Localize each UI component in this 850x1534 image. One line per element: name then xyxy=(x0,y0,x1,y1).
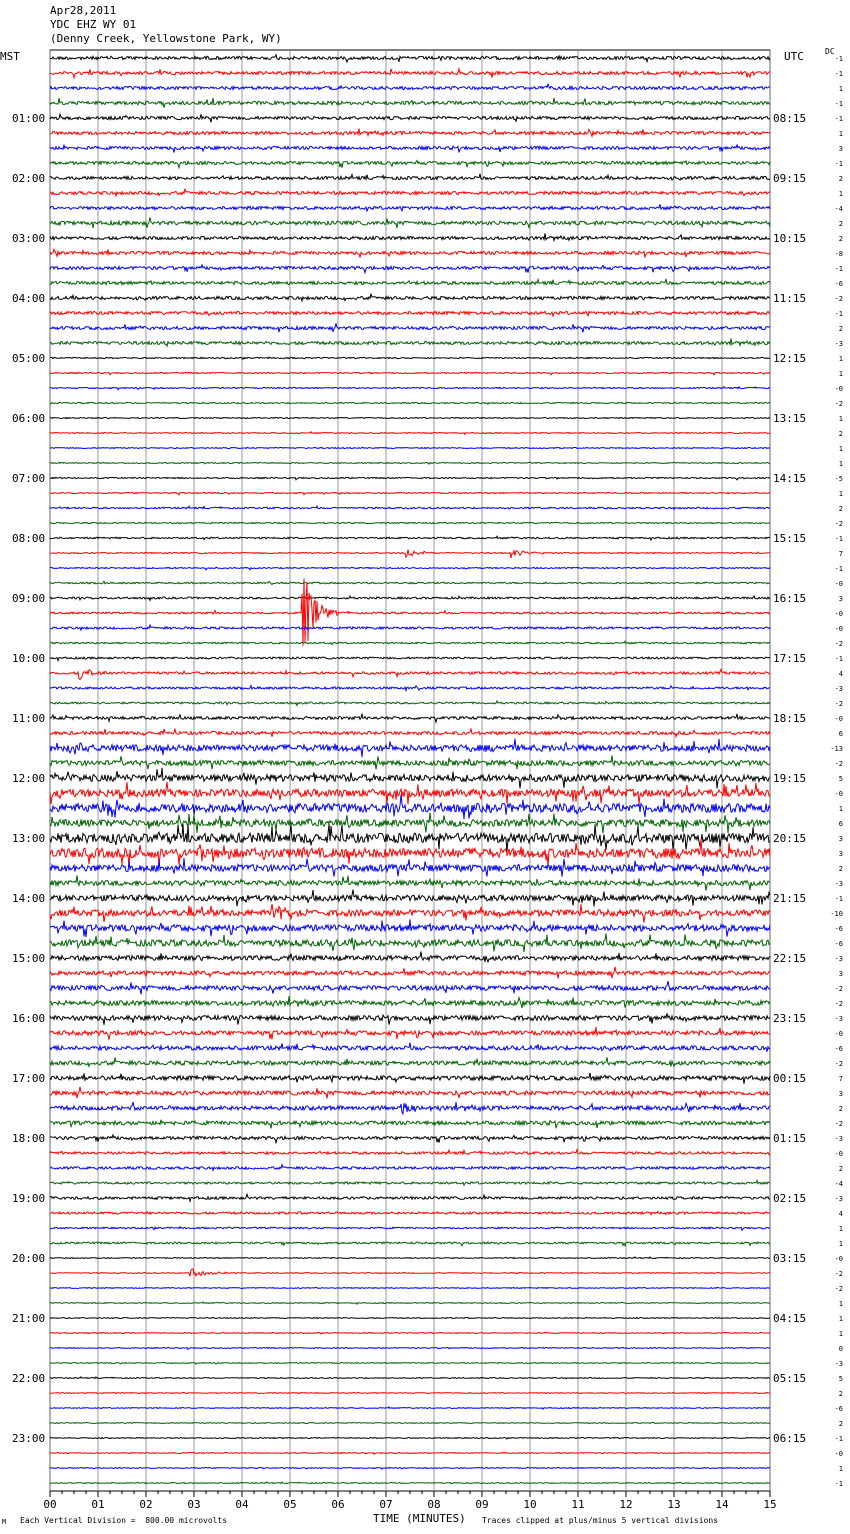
mst-hour-label: 19:00 xyxy=(12,1192,46,1205)
trace-row xyxy=(50,522,770,523)
dc-offset-label: -2 xyxy=(834,1285,843,1293)
dc-offset-label: -2 xyxy=(834,1060,843,1068)
dc-offset-label: -1 xyxy=(834,55,843,63)
x-tick-label: 06 xyxy=(331,1498,345,1511)
trace-row xyxy=(50,1257,770,1259)
dc-offset-label: -4 xyxy=(834,1180,843,1188)
station-location: (Denny Creek, Yellowstone Park, WY) xyxy=(50,32,282,45)
dc-offset-label: -2 xyxy=(834,700,843,708)
dc-offset-label: -1 xyxy=(834,1435,843,1443)
trace-row xyxy=(50,1332,770,1334)
utc-hour-label: 14:15 xyxy=(773,472,807,485)
trace-row xyxy=(50,1165,770,1171)
trace-row xyxy=(50,1135,770,1143)
x-tick-label: 08 xyxy=(427,1498,441,1511)
dc-offset-label: -6 xyxy=(834,280,843,288)
dc-offset-label: 1 xyxy=(838,415,843,423)
dc-offset-label: -8 xyxy=(834,250,843,258)
dc-offset-label: -3 xyxy=(834,685,843,693)
dc-offset-label: 4 xyxy=(838,1210,843,1218)
dc-offset-label: -1 xyxy=(834,895,843,903)
trace-row xyxy=(50,1318,770,1319)
trace-row xyxy=(50,739,770,757)
x-tick-label: 10 xyxy=(523,1498,537,1511)
mst-hour-label: 15:00 xyxy=(12,952,46,965)
dc-offset-label: 3 xyxy=(838,850,843,858)
trace-row xyxy=(50,204,770,211)
x-tick-label: 09 xyxy=(475,1498,489,1511)
trace-row xyxy=(50,1180,770,1185)
utc-hour-label: 03:15 xyxy=(773,1252,807,1265)
trace-row xyxy=(50,323,770,332)
dc-offset-label: 1 xyxy=(838,805,843,813)
trace-row xyxy=(50,768,770,789)
dc-offset-label: 2 xyxy=(838,430,843,438)
trace-row xyxy=(50,294,770,301)
trace-row xyxy=(50,536,770,540)
x-tick-label: 02 xyxy=(139,1498,153,1511)
dc-offset-label: 2 xyxy=(838,175,843,183)
utc-hour-label: 08:15 xyxy=(773,112,807,125)
x-tick-label: 15 xyxy=(763,1498,777,1511)
dc-offset-label: -5 xyxy=(834,475,843,483)
trace-row xyxy=(50,669,770,679)
x-axis-title: TIME (MINUTES) xyxy=(373,1512,466,1525)
trace-row xyxy=(50,813,770,834)
trace-row xyxy=(50,996,770,1008)
trace-row xyxy=(50,1377,770,1379)
dc-offset-label: -3 xyxy=(834,955,843,963)
dc-offset-label: -1 xyxy=(834,565,843,573)
trace-row xyxy=(50,145,770,153)
utc-hour-label: 10:15 xyxy=(773,232,807,245)
x-tick-label: 03 xyxy=(187,1498,201,1511)
trace-row xyxy=(50,1087,770,1099)
dc-offset-label: -0 xyxy=(834,625,843,633)
utc-hour-label: 17:15 xyxy=(773,652,807,665)
dc-offset-label: -2 xyxy=(834,1270,843,1278)
vertical-division-scale: Each Vertical Division = 800.00 microvolts xyxy=(20,1516,228,1525)
dc-offset-label: 1 xyxy=(838,190,843,198)
trace-row xyxy=(50,567,770,570)
dc-offset-label: -1 xyxy=(834,160,843,168)
dc-offset-label: -1 xyxy=(834,535,843,543)
trace-row xyxy=(50,919,770,937)
trace-row xyxy=(50,1073,770,1084)
mst-hour-label: 07:00 xyxy=(12,472,46,485)
trace-row xyxy=(50,129,770,137)
trace-row xyxy=(50,84,770,89)
mst-hour-label: 16:00 xyxy=(12,1012,46,1025)
utc-hour-label: 06:15 xyxy=(773,1432,807,1445)
mst-hour-label: 21:00 xyxy=(12,1312,46,1325)
dc-offset-label: -1 xyxy=(834,655,843,663)
dc-offset-label: -2 xyxy=(834,1000,843,1008)
dc-offset-label: 2 xyxy=(838,1390,843,1398)
trace-row xyxy=(50,625,770,630)
dc-offset-label: 3 xyxy=(838,145,843,153)
clip-note: Traces clipped at plus/minus 5 vertical divisions xyxy=(482,1516,719,1525)
dc-offset-label: 1 xyxy=(838,1315,843,1323)
trace-row xyxy=(50,1227,770,1231)
dc-offset-label: 1 xyxy=(838,130,843,138)
trace-row xyxy=(50,824,770,852)
dc-offset-label: 1 xyxy=(838,1465,843,1473)
utc-hour-label: 05:15 xyxy=(773,1372,807,1385)
utc-hour-label: 23:15 xyxy=(773,1012,807,1025)
trace-row xyxy=(50,596,770,601)
trace-row xyxy=(50,1242,770,1246)
trace-row xyxy=(50,1423,770,1424)
mst-hour-label: 02:00 xyxy=(12,172,46,185)
trace-row xyxy=(50,1302,770,1304)
x-tick-label: 04 xyxy=(235,1498,249,1511)
dc-offset-label: 3 xyxy=(838,1090,843,1098)
trace-row xyxy=(50,217,770,228)
trace-row xyxy=(50,952,770,963)
utc-hour-label: 16:15 xyxy=(773,592,807,605)
utc-hour-label: 21:15 xyxy=(773,892,807,905)
utc-hour-label: 18:15 xyxy=(773,712,807,725)
trace-row xyxy=(50,1362,770,1364)
trace-row xyxy=(50,447,770,448)
trace-row xyxy=(50,506,770,510)
trace-row xyxy=(50,1194,770,1201)
plot-frame xyxy=(50,50,770,1491)
mst-axis-label: MST xyxy=(0,50,20,63)
dc-offset-label: 2 xyxy=(838,1420,843,1428)
dc-offset-label: -0 xyxy=(834,1150,843,1158)
trace-row xyxy=(50,387,770,390)
dc-offset-label: -2 xyxy=(834,400,843,408)
utc-hour-label: 19:15 xyxy=(773,772,807,785)
footer-mark: M xyxy=(2,1518,7,1526)
utc-hour-label: 11:15 xyxy=(773,292,807,305)
trace-row xyxy=(50,729,770,737)
trace-row xyxy=(50,581,770,584)
dc-offset-label: 2 xyxy=(838,1105,843,1113)
trace-row xyxy=(50,1407,770,1409)
mst-hour-label: 11:00 xyxy=(12,712,46,725)
trace-row xyxy=(50,1057,770,1066)
dc-offset-label: -2 xyxy=(834,640,843,648)
dc-offset-label: -0 xyxy=(834,715,843,723)
trace-row xyxy=(50,967,770,979)
mst-hour-label: 08:00 xyxy=(12,532,46,545)
mst-hour-label: 23:00 xyxy=(12,1432,46,1445)
dc-offset-label: -6 xyxy=(834,1405,843,1413)
x-tick-label: 01 xyxy=(91,1498,105,1511)
dc-offset-label: -2 xyxy=(834,760,843,768)
dc-offset-label: -1 xyxy=(834,310,843,318)
trace-row xyxy=(50,1269,770,1276)
utc-hour-label: 00:15 xyxy=(773,1072,807,1085)
trace-row xyxy=(50,686,770,691)
trace-row xyxy=(50,114,770,122)
utc-hour-label: 15:15 xyxy=(773,532,807,545)
dc-offset-label: -3 xyxy=(834,340,843,348)
dc-offset-label: -1 xyxy=(834,1480,843,1488)
dc-offset-label: 1 xyxy=(838,445,843,453)
dc-offset-label: -10 xyxy=(830,910,843,918)
trace-row xyxy=(50,417,770,418)
mst-hour-label: 18:00 xyxy=(12,1132,46,1145)
trace-row xyxy=(50,1468,770,1470)
dc-offset-label: -0 xyxy=(834,580,843,588)
trace-row xyxy=(50,311,770,316)
seismic-traces xyxy=(50,55,770,1484)
trace-row xyxy=(50,69,770,78)
dc-offset-header: DC xyxy=(825,47,835,56)
utc-hour-label: 01:15 xyxy=(773,1132,807,1145)
trace-row xyxy=(50,890,770,907)
trace-row xyxy=(50,875,770,890)
trace-row xyxy=(50,1288,770,1289)
dc-offset-label: 2 xyxy=(838,220,843,228)
dc-offset-label: -1 xyxy=(834,115,843,123)
trace-row xyxy=(50,579,770,646)
dc-offset-label: 2 xyxy=(838,325,843,333)
trace-row xyxy=(50,174,770,180)
dc-offset-label: 1 xyxy=(838,460,843,468)
trace-row xyxy=(50,1453,770,1455)
dc-offset-label: 6 xyxy=(838,820,843,828)
trace-row xyxy=(50,1120,770,1129)
mst-hour-label: 04:00 xyxy=(12,292,46,305)
trace-row xyxy=(50,550,770,558)
trace-row xyxy=(50,1212,770,1215)
utc-hour-label: 04:15 xyxy=(773,1312,807,1325)
x-tick-label: 14 xyxy=(715,1498,729,1511)
trace-row xyxy=(50,249,770,257)
dc-offset-label: -6 xyxy=(834,1045,843,1053)
trace-row xyxy=(50,189,770,196)
mst-hour-label: 01:00 xyxy=(12,112,46,125)
trace-row xyxy=(50,339,770,347)
utc-hour-label: 02:15 xyxy=(773,1192,807,1205)
dc-offset-label: 5 xyxy=(838,1375,843,1383)
trace-row xyxy=(50,701,770,705)
trace-row xyxy=(50,1393,770,1394)
dc-offset-label: -3 xyxy=(834,880,843,888)
trace-row xyxy=(50,1102,770,1114)
dc-offset-label: -2 xyxy=(834,985,843,993)
mst-hour-label: 22:00 xyxy=(12,1372,46,1385)
x-tick-label: 13 xyxy=(667,1498,681,1511)
dc-offset-label: -1 xyxy=(834,70,843,78)
utc-hour-label: 09:15 xyxy=(773,172,807,185)
dc-offset-label: -3 xyxy=(834,1360,843,1368)
dc-offset-label: 3 xyxy=(838,595,843,603)
mst-hour-label: 09:00 xyxy=(12,592,46,605)
trace-row xyxy=(50,161,770,168)
dc-offset-label: -3 xyxy=(834,1195,843,1203)
mst-hour-label: 13:00 xyxy=(12,832,46,845)
dc-offset-label: 5 xyxy=(838,775,843,783)
x-tick-label: 11 xyxy=(571,1498,585,1511)
trace-row xyxy=(50,265,770,273)
x-tick-label: 05 xyxy=(283,1498,297,1511)
trace-row xyxy=(50,641,770,644)
dc-offset-label: -1 xyxy=(834,265,843,273)
mst-hour-label: 17:00 xyxy=(12,1072,46,1085)
trace-row xyxy=(50,858,770,877)
trace-row xyxy=(50,1348,770,1350)
dc-offset-label: -13 xyxy=(830,745,843,753)
trace-row xyxy=(50,933,770,952)
utc-hour-label: 12:15 xyxy=(773,352,807,365)
mst-hour-label: 12:00 xyxy=(12,772,46,785)
dc-offset-label: 3 xyxy=(838,970,843,978)
mst-hour-label: 14:00 xyxy=(12,892,46,905)
dc-offset-label: 2 xyxy=(838,235,843,243)
dc-offset-label: -0 xyxy=(834,1450,843,1458)
dc-offset-label: -3 xyxy=(834,1135,843,1143)
trace-row xyxy=(50,782,770,805)
dc-offset-label: -0 xyxy=(834,385,843,393)
trace-row xyxy=(50,1482,770,1484)
dc-offset-label: -1 xyxy=(834,100,843,108)
utc-axis-label: UTC xyxy=(784,50,804,63)
trace-row xyxy=(50,462,770,464)
trace-row xyxy=(50,981,770,994)
trace-row xyxy=(50,55,770,62)
dc-offset-label: 3 xyxy=(838,835,843,843)
dc-offset-label: -0 xyxy=(834,610,843,618)
dc-offset-label: -0 xyxy=(834,790,843,798)
dc-offset-label: 1 xyxy=(838,1240,843,1248)
dc-offset-label: 7 xyxy=(838,1075,843,1083)
x-tick-label: 00 xyxy=(43,1498,57,1511)
mst-hour-label: 06:00 xyxy=(12,412,46,425)
dc-offset-label: 2 xyxy=(838,865,843,873)
mst-hour-label: 05:00 xyxy=(12,352,46,365)
trace-row xyxy=(50,1437,770,1439)
dc-offset-label: 6 xyxy=(838,730,843,738)
dc-offset-label: 1 xyxy=(838,1300,843,1308)
dc-offset-label: 1 xyxy=(838,490,843,498)
axis-labels xyxy=(12,55,843,1511)
dc-offset-label: 4 xyxy=(838,670,843,678)
x-tick-label: 07 xyxy=(379,1498,393,1511)
dc-offset-label: 1 xyxy=(838,370,843,378)
trace-row xyxy=(50,432,770,435)
dc-offset-label: -3 xyxy=(834,1015,843,1023)
trace-row xyxy=(50,1043,770,1052)
dc-offset-label: -0 xyxy=(834,1255,843,1263)
trace-row xyxy=(50,357,770,359)
dc-offset-label: 2 xyxy=(838,1165,843,1173)
trace-row xyxy=(50,402,770,404)
dc-offset-label: -2 xyxy=(834,295,843,303)
dc-offset-label: 1 xyxy=(838,1330,843,1338)
dc-offset-label: -0 xyxy=(834,1030,843,1038)
trace-row xyxy=(50,657,770,661)
trace-row xyxy=(50,234,770,241)
mst-hour-label: 03:00 xyxy=(12,232,46,245)
dc-offset-label: 1 xyxy=(838,85,843,93)
trace-row xyxy=(50,492,770,494)
trace-row xyxy=(50,98,770,108)
dc-offset-label: 0 xyxy=(838,1345,843,1353)
mst-hour-label: 20:00 xyxy=(12,1252,46,1265)
trace-row xyxy=(50,477,770,480)
dc-offset-label: 1 xyxy=(838,355,843,363)
dc-offset-label: 1 xyxy=(838,1225,843,1233)
station-code: YDC EHZ WY 01 xyxy=(50,18,137,31)
trace-row xyxy=(50,795,770,820)
utc-hour-label: 22:15 xyxy=(773,952,807,965)
dc-offset-label: -2 xyxy=(834,520,843,528)
dc-offset-label: -2 xyxy=(834,1120,843,1128)
trace-row xyxy=(50,1027,770,1040)
utc-hour-label: 20:15 xyxy=(773,832,807,845)
dc-offset-label: 7 xyxy=(838,550,843,558)
trace-row xyxy=(50,839,770,867)
dc-offset-label: -4 xyxy=(834,205,843,213)
trace-row xyxy=(50,1150,770,1155)
trace-row xyxy=(50,714,770,722)
dc-offset-label: 2 xyxy=(838,505,843,513)
utc-hour-label: 13:15 xyxy=(773,412,807,425)
x-tick-label: 12 xyxy=(619,1498,633,1511)
dc-offset-label: -6 xyxy=(834,940,843,948)
trace-row xyxy=(50,279,770,285)
trace-row xyxy=(50,755,770,769)
record-date: Apr28,2011 xyxy=(50,4,117,17)
dc-offset-label: -6 xyxy=(834,925,843,933)
trace-row xyxy=(50,372,770,375)
mst-hour-label: 10:00 xyxy=(12,652,46,665)
trace-row xyxy=(50,1013,770,1024)
